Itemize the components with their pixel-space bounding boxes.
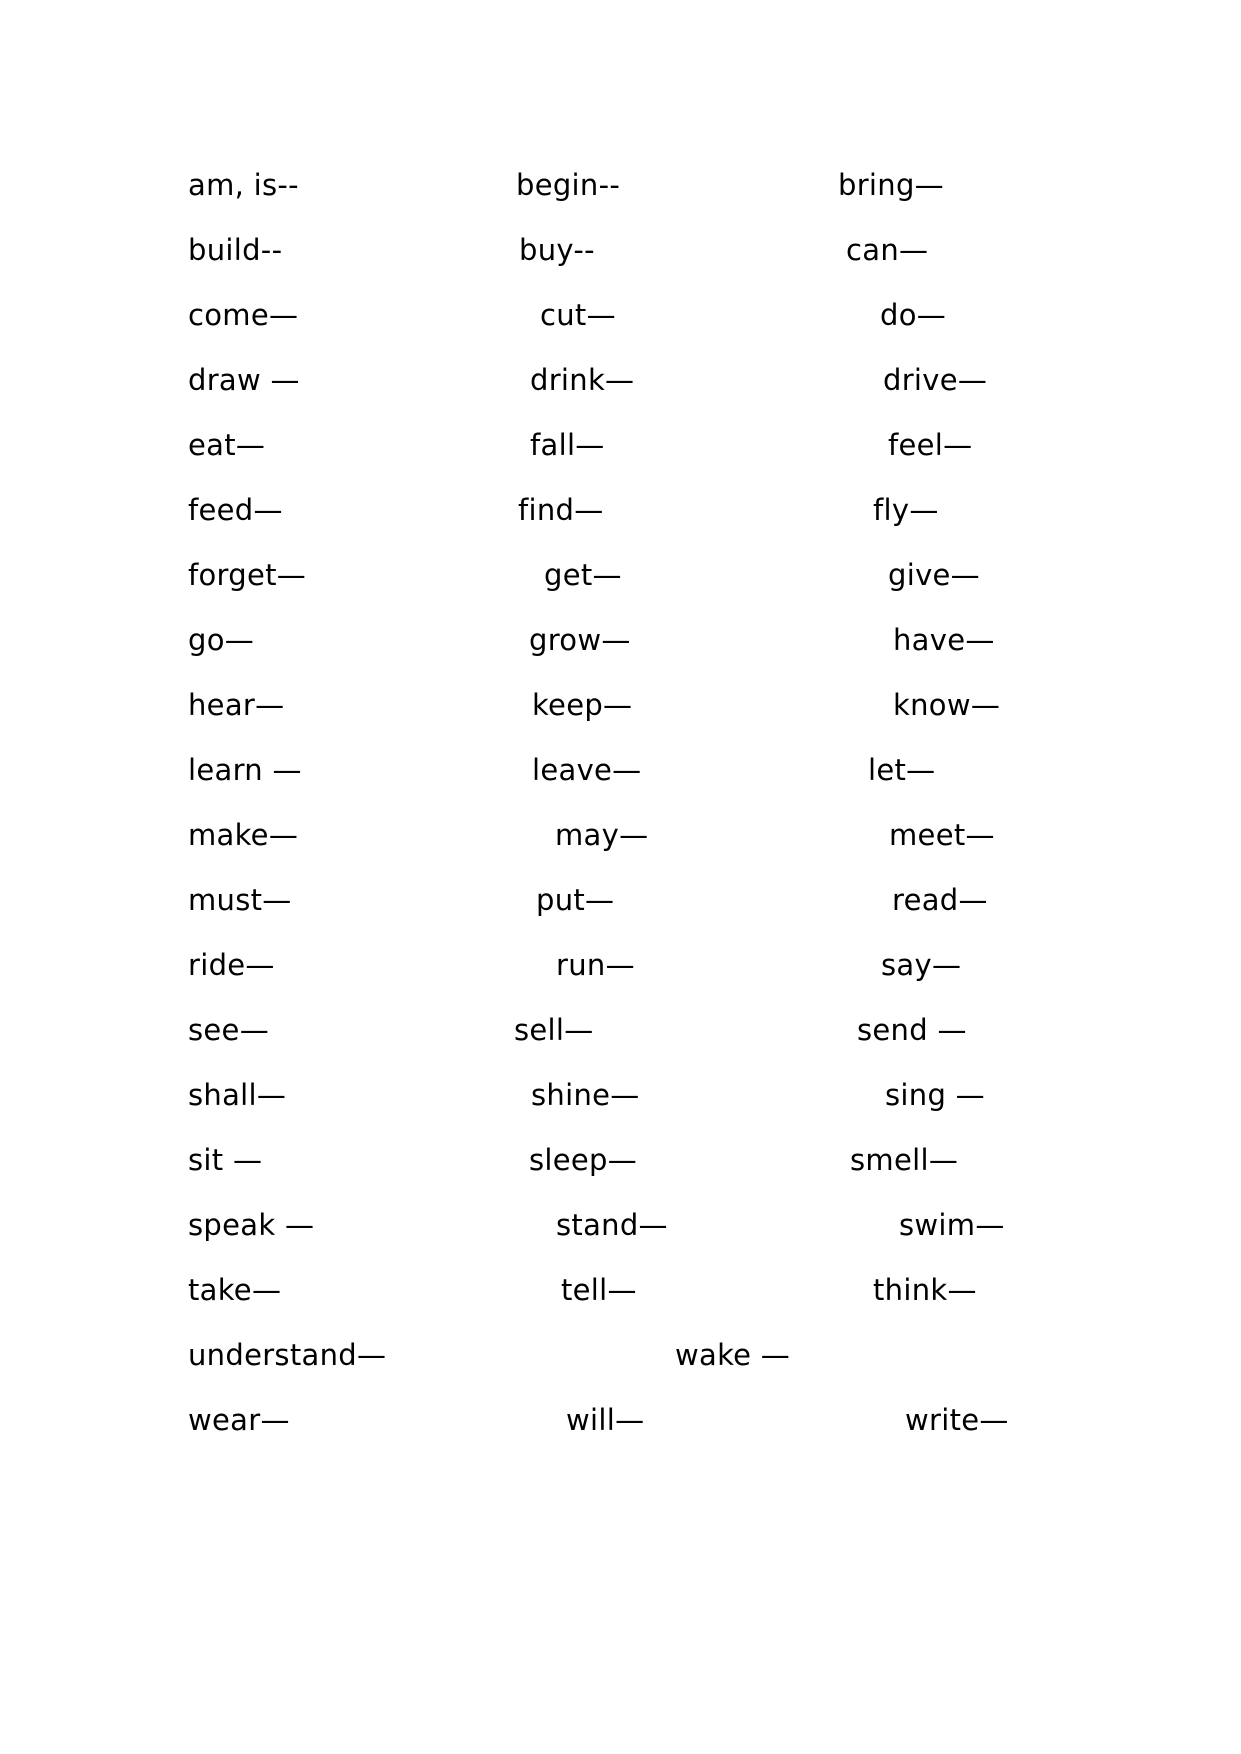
- verb-item: have—: [893, 623, 995, 657]
- verb-item: sit —: [188, 1143, 263, 1177]
- list-row: [0, 943, 1241, 987]
- list-row: [0, 293, 1241, 337]
- verb-item: wear—: [188, 1403, 290, 1437]
- verb-item: ride—: [188, 948, 275, 982]
- verb-item: read—: [892, 883, 988, 917]
- list-row: [0, 553, 1241, 597]
- list-row: [0, 1203, 1241, 1247]
- verb-item: think—: [873, 1273, 977, 1307]
- verb-item: cut—: [540, 298, 616, 332]
- verb-item: sleep—: [529, 1143, 638, 1177]
- verb-item: take—: [188, 1273, 282, 1307]
- verb-item: drink—: [530, 363, 635, 397]
- verb-item: drive—: [883, 363, 988, 397]
- verb-item: make—: [188, 818, 299, 852]
- verb-item: give—: [888, 558, 980, 592]
- verb-item: shine—: [531, 1078, 640, 1112]
- verb-item: tell—: [561, 1273, 637, 1307]
- verb-item: draw —: [188, 363, 300, 397]
- list-row: [0, 1073, 1241, 1117]
- verb-item: can—: [846, 233, 929, 267]
- verb-item: get—: [544, 558, 622, 592]
- verb-item: keep—: [532, 688, 633, 722]
- list-row: [0, 488, 1241, 532]
- verb-item: sing —: [885, 1078, 985, 1112]
- verb-item: go—: [188, 623, 255, 657]
- list-row: [0, 228, 1241, 272]
- verb-item: may—: [555, 818, 649, 852]
- verb-item: stand—: [556, 1208, 668, 1242]
- verb-item: learn —: [188, 753, 302, 787]
- verb-item: shall—: [188, 1078, 287, 1112]
- list-row: [0, 683, 1241, 727]
- verb-item: fall—: [530, 428, 605, 462]
- verb-item: meet—: [889, 818, 995, 852]
- verb-item: grow—: [529, 623, 631, 657]
- verb-item: put—: [536, 883, 615, 917]
- list-row: [0, 1008, 1241, 1052]
- list-row: [0, 163, 1241, 207]
- verb-item: swim—: [899, 1208, 1005, 1242]
- list-row: [0, 358, 1241, 402]
- list-row: [0, 878, 1241, 922]
- list-row: [0, 1268, 1241, 1312]
- list-row: [0, 1398, 1241, 1442]
- verb-item: say—: [881, 948, 962, 982]
- verb-item: sell—: [514, 1013, 594, 1047]
- verb-item: must—: [188, 883, 292, 917]
- verb-item: know—: [893, 688, 1001, 722]
- verb-item: build--: [188, 233, 283, 267]
- list-row: [0, 1333, 1241, 1377]
- verb-item: send —: [857, 1013, 967, 1047]
- verb-item: fly—: [873, 493, 939, 527]
- list-row: [0, 423, 1241, 467]
- list-row: [0, 748, 1241, 792]
- verb-item: do—: [880, 298, 947, 332]
- verb-item: begin--: [516, 168, 621, 202]
- list-row: [0, 618, 1241, 662]
- list-row: [0, 813, 1241, 857]
- verb-item: see—: [188, 1013, 269, 1047]
- verb-item: let—: [868, 753, 936, 787]
- verb-item: run—: [556, 948, 635, 982]
- verb-item: will—: [566, 1403, 645, 1437]
- verb-item: come—: [188, 298, 299, 332]
- verb-item: am, is--: [188, 168, 299, 202]
- verb-item: leave—: [532, 753, 642, 787]
- verb-item: hear—: [188, 688, 285, 722]
- verb-item: feed—: [188, 493, 283, 527]
- verb-item: speak —: [188, 1208, 315, 1242]
- verb-item: understand—: [188, 1338, 387, 1372]
- verb-item: write—: [905, 1403, 1009, 1437]
- verb-item: buy--: [519, 233, 595, 267]
- verb-item: forget—: [188, 558, 307, 592]
- verb-item: smell—: [850, 1143, 959, 1177]
- verb-item: bring—: [838, 168, 944, 202]
- list-row: [0, 1138, 1241, 1182]
- verb-item: find—: [518, 493, 604, 527]
- verb-item: wake —: [675, 1338, 791, 1372]
- verb-item: eat—: [188, 428, 266, 462]
- verb-item: feel—: [888, 428, 973, 462]
